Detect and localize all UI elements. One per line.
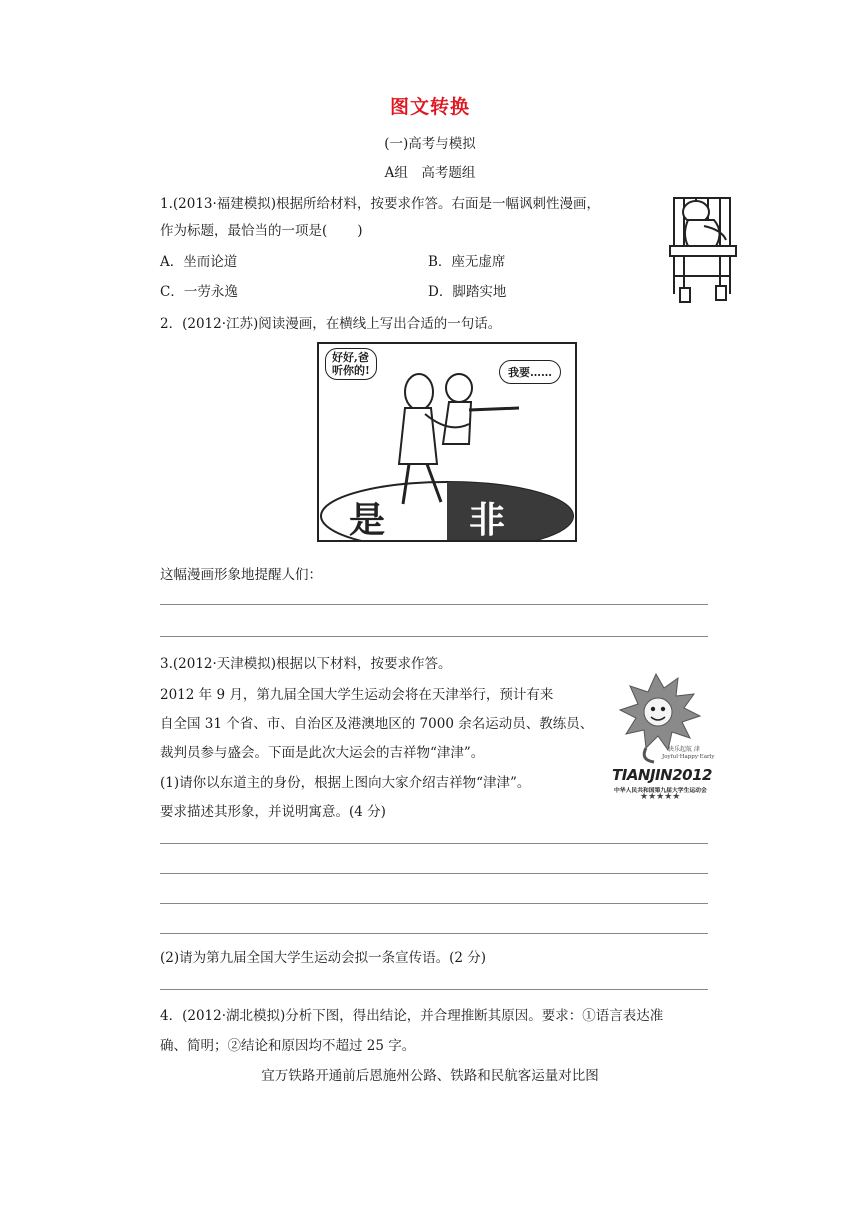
logo-subtitle: 中华人民共和国第九届大学生运动会 [614, 788, 707, 794]
answer-line[interactable] [160, 636, 708, 637]
ground-text-shi: 是 [349, 499, 386, 541]
speech-bubble-father [325, 348, 377, 380]
section-heading: (一)高考与模拟 [384, 136, 476, 152]
q3-stem: 3.(2012·天津模拟)根据以下材料，按要求作答。 [160, 656, 452, 672]
q3-sub1-line1: (1)请你以东道主的身份，根据上图向大家介绍吉祥物“津津”。 [160, 775, 531, 791]
bubble-father-line2: 听你的! [332, 364, 370, 377]
q3-sub1-line2: 要求描述其形象，并说明寓意。(4 分) [160, 804, 386, 820]
q3-para-line2: 自全国 31 个省、市、自治区及港澳地区的 7000 余名运动员、教练员、 [160, 716, 594, 732]
q1-stem-close: ) [357, 223, 363, 239]
q3-sub2: (2)请为第九届全国大学生运动会拟一条宣传语。(2 分) [160, 950, 487, 966]
logo-slogan-cn: 快乐起航 津 [668, 746, 700, 753]
q1-option-b[interactable]: B．座无虚席 [428, 254, 506, 270]
q4-stem-line2: 确、简明；②结论和原因均不超过 25 字。 [160, 1038, 416, 1054]
q3-para-line1: 2012 年 9 月，第九届全国大学生运动会将在天津举行，预计有来 [160, 687, 554, 703]
answer-line[interactable] [160, 873, 708, 874]
logo-wordmark: TIANJIN2012 [612, 766, 712, 784]
logo-slogan-en: Joyful·Happy·Early [662, 754, 715, 760]
speech-bubble-child: 我要…… [499, 360, 561, 384]
mascot-logo [610, 668, 715, 808]
logo-stars: ★★★★★ [640, 792, 681, 802]
q1-option-c[interactable]: C．一劳永逸 [160, 284, 238, 300]
answer-line[interactable] [160, 843, 708, 844]
q1-stem-line1: 1.(2013·福建模拟)根据所给材料，按要求作答。右面是一幅讽刺性漫画， [160, 196, 601, 212]
cartoon-frame [317, 342, 577, 542]
page-title: 图文转换 [389, 96, 470, 118]
q2-stem: 2．(2012·江苏)阅读漫画，在横线上写出合适的一句话。 [160, 316, 502, 332]
answer-line[interactable] [160, 604, 708, 605]
q1-stem-line2 [160, 219, 363, 239]
q3-para-line3: 裁判员参与盛会。下面是此次大运会的吉祥物“津津”。 [160, 745, 485, 761]
q4-stem-line1: 4．(2012·湖北模拟)分析下图，得出结论，并合理推断其原因。要求：①语言表达准 [160, 1008, 664, 1024]
ground-text-fei: 非 [469, 499, 506, 541]
answer-line[interactable] [160, 989, 708, 990]
q1-option-a[interactable]: A．坐而论道 [160, 254, 238, 270]
bubble-father-line1: 好好,爸 [332, 351, 369, 364]
q2-prompt: 这幅漫画形象地提醒人们： [160, 567, 322, 583]
q1-stem-text: 作为标题，最恰当的一项是( [160, 223, 328, 239]
sitting-figure-cartoon [664, 190, 744, 308]
q4-chart-title: 宜万铁路开通前后恩施州公路、铁路和民航客运量对比图 [261, 1068, 599, 1084]
q1-option-d[interactable]: D．脚踏实地 [428, 284, 507, 300]
answer-line[interactable] [160, 903, 708, 904]
answer-line[interactable] [160, 933, 708, 934]
group-heading: A组 高考题组 [384, 165, 476, 181]
